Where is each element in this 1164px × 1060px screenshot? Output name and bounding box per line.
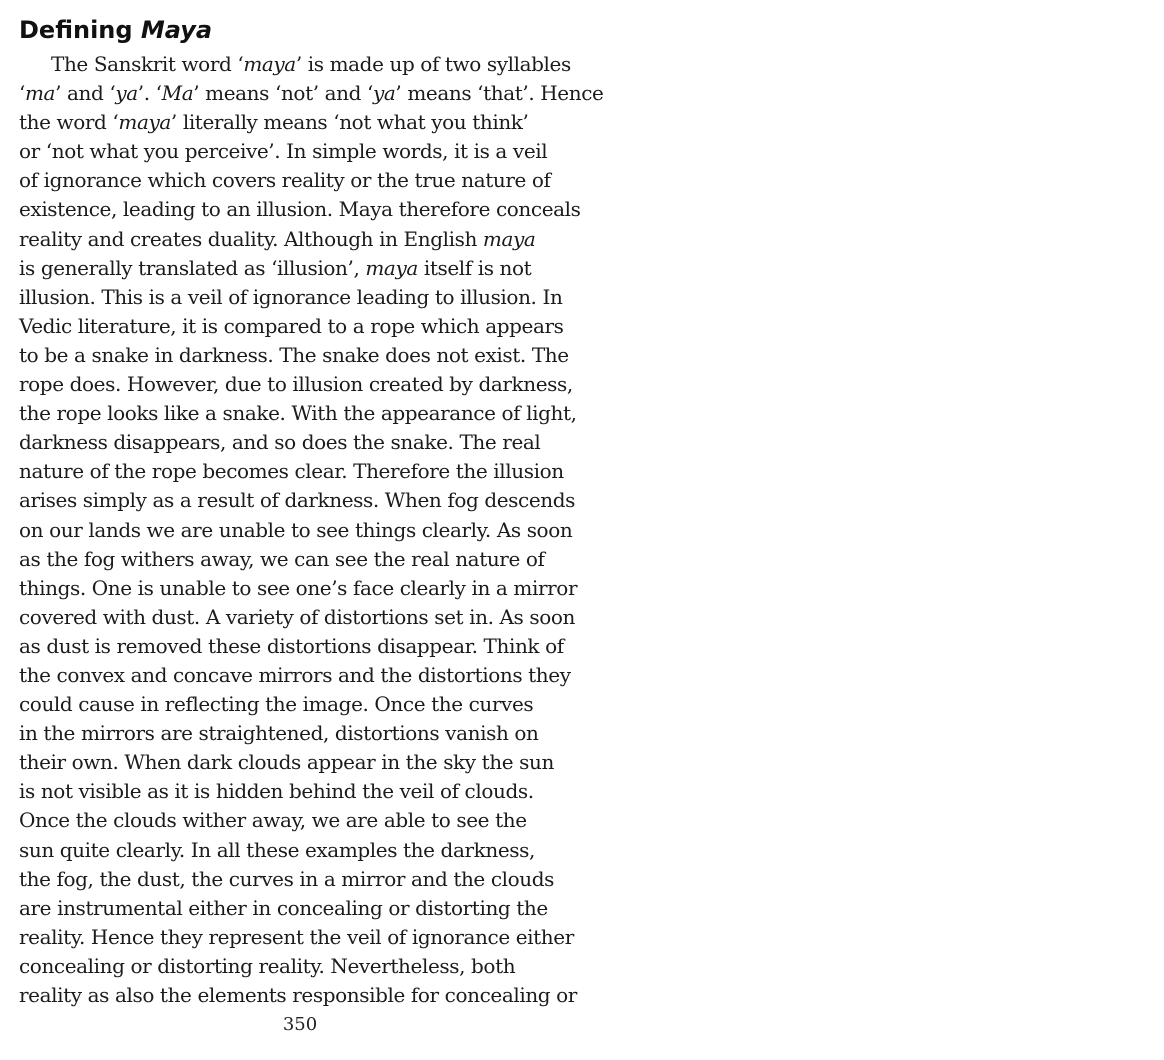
paragraph-line: is generally translated as ‘illusion’, maya itself is not: [19, 255, 532, 280]
paragraph-line: things. One is unable to see one’s face clearly in a mirror: [19, 575, 578, 600]
page-number: 350: [282, 1014, 318, 1035]
paragraph-line: is not visible as it is hidden behind the veil of clouds.: [19, 779, 534, 804]
paragraph-line: Once the clouds wither away, we are able to see the: [19, 808, 527, 833]
body-paragraph: [19, 50, 604, 1010]
paragraph-line: of ignorance which covers reality or the true nature of: [19, 168, 551, 193]
paragraph-line: rope does. However, due to illusion created by darkness,: [19, 372, 573, 397]
heading-emphasis: Maya: [140, 16, 213, 44]
paragraph-line: covered with dust. A variety of distortions set in. As soon: [19, 604, 575, 629]
paragraph-line: Vedic literature, it is compared to a rope which appears: [19, 313, 564, 338]
paragraph-line: arises simply as a result of darkness. When fog descends: [19, 488, 576, 513]
paragraph-line: the rope looks like a snake. With the appearance of light,: [19, 401, 577, 426]
paragraph-line: the convex and concave mirrors and the distortions they: [19, 662, 571, 687]
paragraph-line: reality. Hence they represent the veil of ignorance either: [19, 924, 574, 949]
paragraph-line: the fog, the dust, the curves in a mirror and the clouds: [19, 866, 555, 891]
paragraph-line: are instrumental either in concealing or distorting the: [19, 895, 548, 920]
paragraph-line: to be a snake in darkness. The snake does not exist. The: [19, 342, 569, 367]
paragraph-line: their own. When dark clouds appear in the sky the sun: [19, 750, 554, 775]
paragraph-line: sun quite clearly. In all these examples the darkness,: [19, 837, 535, 862]
paragraph-line: reality and creates duality. Although in English maya: [19, 226, 536, 251]
paragraph-line: the word ‘maya’ literally means ‘not what you think’: [19, 110, 529, 135]
paragraph-line: nature of the rope becomes clear. Therefore the illusion: [19, 459, 564, 484]
paragraph-line: existence, leading to an illusion. Maya therefore conceals: [19, 197, 581, 222]
paragraph-line: ‘ma’ and ‘ya’. ‘Ma’ means ‘not’ and ‘ya’ means ‘that’. Hence: [19, 81, 604, 106]
paragraph-line: illusion. This is a veil of ignorance leading to illusion. In: [19, 284, 563, 309]
paragraph-line: reality as also the elements responsible for concealing or: [19, 983, 577, 1007]
paragraph-line: in the mirrors are straightened, distortions vanish on: [19, 721, 539, 746]
paragraph-line: or ‘not what you perceive’. In simple words, it is a veil: [19, 139, 548, 164]
paragraph-line: concealing or distorting reality. Nevertheless, both: [19, 953, 516, 978]
paragraph-line: as the fog withers away, we can see the real nature of: [19, 546, 545, 571]
paragraph-line: The Sanskrit word ‘maya’ is made up of two syllables: [51, 52, 571, 76]
paragraph-line: darkness disappears, and so does the snake. The real: [19, 430, 541, 455]
heading-prefix: Defining: [19, 16, 141, 44]
section-heading: [19, 14, 580, 46]
paragraph-line: on our lands we are unable to see things clearly. As soon: [19, 517, 573, 542]
paragraph-line: as dust is removed these distortions disappear. Think of: [19, 633, 564, 658]
paragraph-line: could cause in reflecting the image. Once the curves: [19, 692, 534, 717]
